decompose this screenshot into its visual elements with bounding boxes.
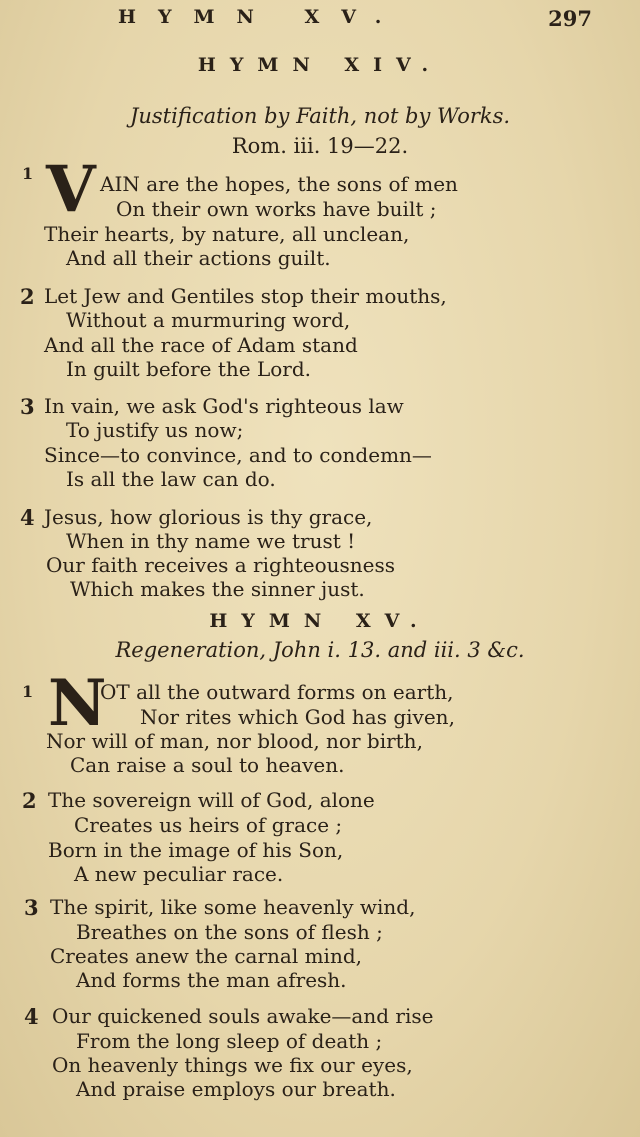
hymn-15-subtitle: Regeneration, John i. 13. and iii. 3 &c. xyxy=(115,638,525,662)
verse-line: Nor will of man, nor blood, nor birth, xyxy=(46,729,423,753)
verse-line: And praise employs our breath. xyxy=(76,1077,396,1101)
verse-line: The sovereign will of God, alone xyxy=(48,788,375,812)
verse-number: 4 xyxy=(20,505,35,530)
verse-line: Can raise a soul to heaven. xyxy=(70,753,345,777)
verse-line: Nor rites which God has given, xyxy=(140,705,455,729)
verse-number: 2 xyxy=(22,788,37,813)
verse-line: And forms the man afresh. xyxy=(76,968,347,992)
verse-line: From the long sleep of death ; xyxy=(76,1029,383,1053)
verse-line: On their own works have built ; xyxy=(116,197,437,221)
verse-line: Is all the law can do. xyxy=(66,467,276,491)
verse-line: Creates anew the carnal mind, xyxy=(50,944,362,968)
verse-line: Creates us heirs of grace ; xyxy=(74,813,343,837)
verse-line: In guilt before the Lord. xyxy=(66,357,311,381)
page-number: 297 xyxy=(548,6,592,31)
verse-line: Born in the image of his Son, xyxy=(48,838,344,862)
verse-line: Since—to convince, and to condemn— xyxy=(44,443,432,467)
verse-line: OT all the outward forms on earth, xyxy=(100,680,454,704)
verse-number: 1 xyxy=(22,682,34,701)
verse-number: 4 xyxy=(24,1004,39,1029)
verse-line: Which makes the sinner just. xyxy=(70,577,365,601)
verse-line: On heavenly things we fix our eyes, xyxy=(52,1053,413,1077)
hymn-15-title: HYMN XV. xyxy=(209,610,431,632)
hymn-14-reference: Rom. iii. 19—22. xyxy=(231,134,409,158)
drop-cap: V xyxy=(46,152,96,227)
verse-line: When in thy name we trust ! xyxy=(66,529,356,553)
running-head: HYMN XV. xyxy=(118,6,404,28)
verse-number: 2 xyxy=(20,284,35,309)
verse-line: Breathes on the sons of flesh ; xyxy=(76,920,383,944)
verse-line: In vain, we ask God's righteous law xyxy=(44,394,404,418)
hymn-14-title: HYMN XIV. xyxy=(197,54,443,76)
verse-line: And all the race of Adam stand xyxy=(44,333,358,357)
verse-line: Let Jew and Gentiles stop their mouths, xyxy=(44,284,447,308)
verse-line: A new peculiar race. xyxy=(74,862,284,886)
verse-number: 3 xyxy=(24,895,39,920)
verse-line: AIN are the hopes, the sons of men xyxy=(100,172,458,196)
verse-line: To justify us now; xyxy=(66,418,244,442)
verse-line: The spirit, like some heavenly wind, xyxy=(50,895,416,919)
verse-number: 3 xyxy=(20,394,35,419)
verse-number: 1 xyxy=(22,164,34,183)
verse-line: Our faith receives a righteousness xyxy=(46,553,396,577)
verse-line: Their hearts, by nature, all unclean, xyxy=(44,222,410,246)
verse-line: Jesus, how glorious is thy grace, xyxy=(44,505,373,529)
drop-cap: N xyxy=(48,666,107,741)
verse-line: Our quickened souls awake—and rise xyxy=(52,1004,434,1028)
hymn-14-subtitle: Justification by Faith, not by Works. xyxy=(129,104,511,128)
verse-line: Without a murmuring word, xyxy=(66,308,351,332)
verse-line: And all their actions guilt. xyxy=(66,246,331,270)
